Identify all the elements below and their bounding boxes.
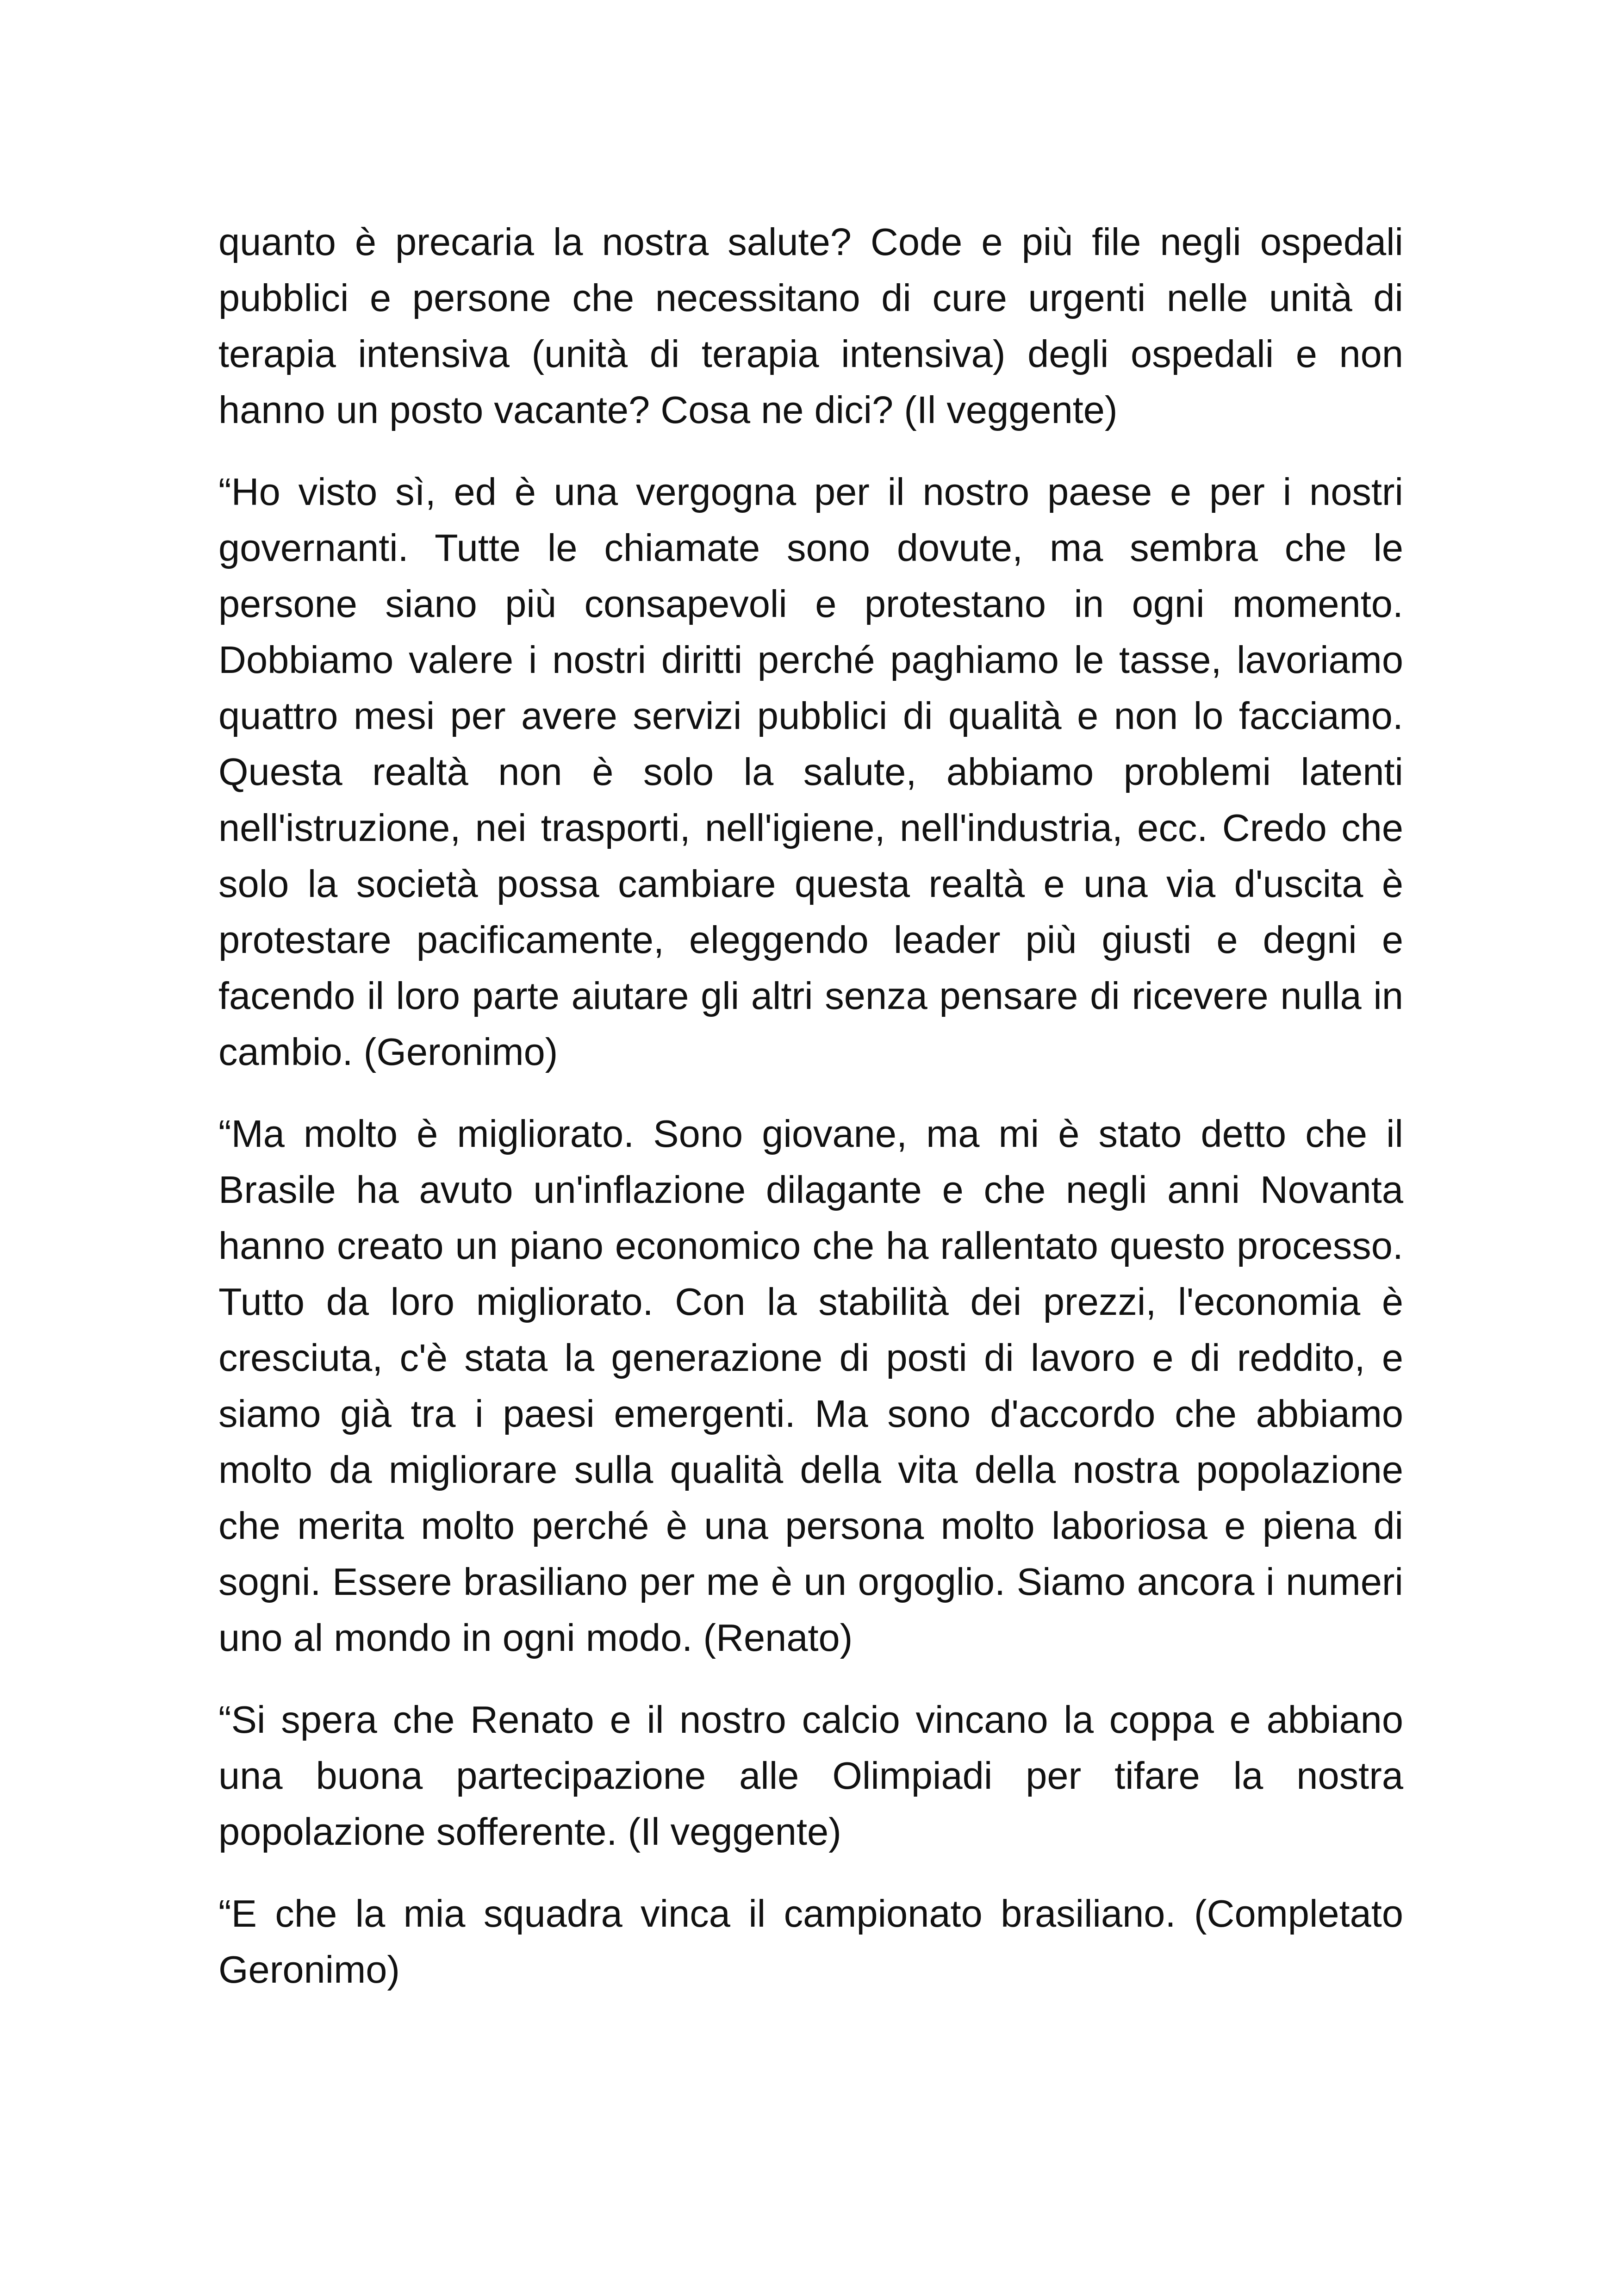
paragraph-5: “E che la mia squadra vinca il campionato brasiliano. (Completato Geronimo) (218, 1892, 1403, 1991)
paragraph-2: “Ho visto sì, ed è una vergogna per il nostro paese e per i nostri governanti. Tutte le chiamate sono dovute, ma sembra che le persone siano più consapevoli e protestano in ogni momento. Dobbiamo valere i nostri diritti perché paghiamo le tasse, lavoriamo quattro mesi per avere servizi pubblici di qualità e non lo facciamo. Questa realtà non è solo la salute, abbiamo problemi latenti nell'istruzione, nei trasporti, nell'igiene, nell'industria, ecc. Credo che solo la società possa cambiare questa realtà e una via d'uscita è protestare pacificamente, eleggendo leader più giusti e degni e facendo il loro parte aiutare gli altri senza pensare di ricevere nulla in cambio. (Geronimo) (218, 470, 1403, 1073)
document-body (218, 214, 1403, 2023)
paragraph-3: “Ma molto è migliorato. Sono giovane, ma mi è stato detto che il Brasile ha avuto un'inflazione dilagante e che negli anni Novanta hanno creato un piano economico che ha rallentato questo processo. Tutto da loro migliorato. Con la stabilità dei prezzi, l'economia è cresciuta, c'è stata la generazione di posti di lavoro e di reddito, e siamo già tra i paesi emergenti. Ma sono d'accordo che abbiamo molto da migliorare sulla qualità della vita della nostra popolazione che merita molto perché è una persona molto laboriosa e piena di sogni. Essere brasiliano per me è un orgoglio. Siamo ancora i numeri uno al mondo in ogni modo. (Renato) (218, 1112, 1403, 1659)
paragraph-1: quanto è precaria la nostra salute? Code e più file negli ospedali pubblici e persone che necessitano di cure urgenti nelle unità di terapia intensiva (unità di terapia intensiva) degli ospedali e non hanno un posto vacante? Cosa ne dici? (Il veggente) (218, 220, 1403, 431)
paragraph-4: “Si spera che Renato e il nostro calcio vincano la coppa e abbiano una buona partecipazione alle Olimpiadi per tifare la nostra popolazione sofferente. (Il veggente) (218, 1698, 1403, 1853)
